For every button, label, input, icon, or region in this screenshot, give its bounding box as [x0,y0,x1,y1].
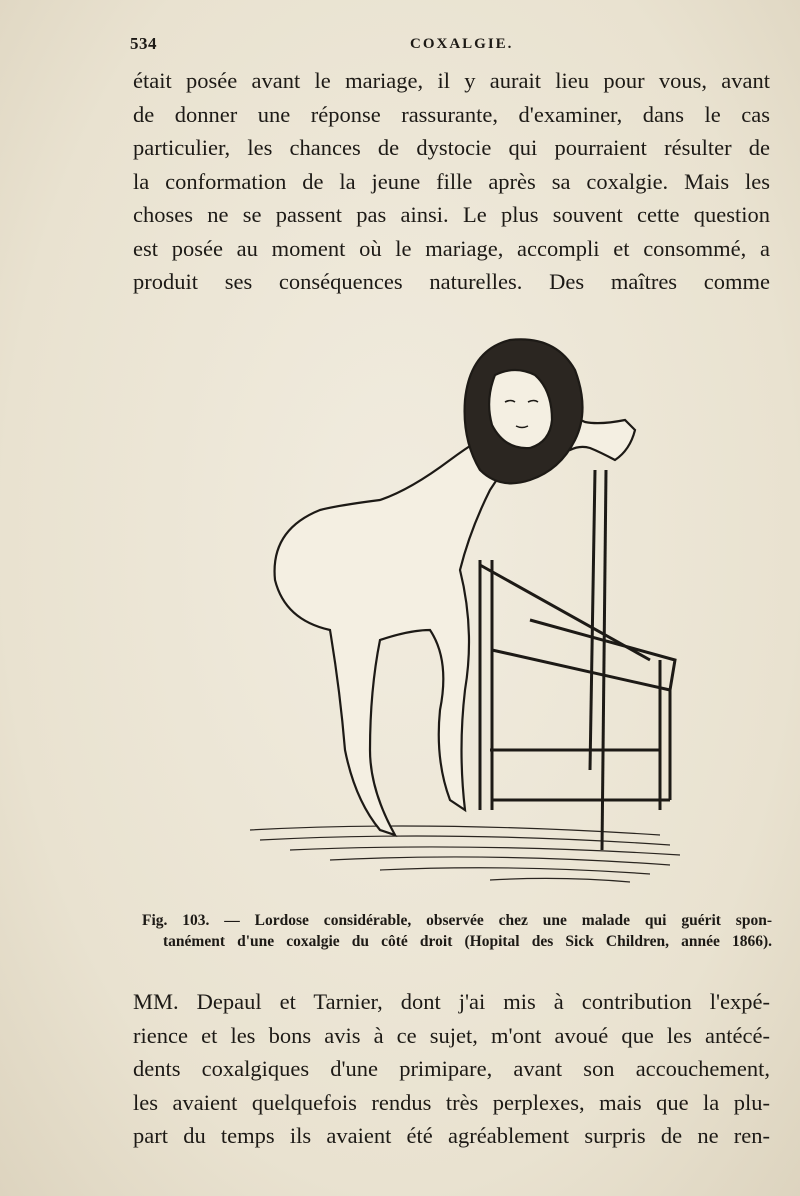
text-line: est posée au moment où le mariage, accompli et consommé, a [133,235,770,261]
text-line: était posée avant le mariage, il y aurait lieu pour vous, avant [133,68,770,93]
text-line: rience et les bons avis à ce sujet, m'ont avoué que les antécé- [133,1022,770,1048]
text-line: particulier, les chances de dystocie qui pourraient résulter de [133,135,770,160]
floor-hatching [250,826,680,882]
girl-figure [275,339,635,835]
text-line: choses ne se passent pas ainsi. Le plus souvent cette question [133,202,770,227]
text-line: les avaient quelquefois rendus très perplexes, mais que la plu- [133,1089,770,1115]
paragraph-bottom [133,985,770,1153]
text-line: la conformation de la jeune fille après sa coxalgie. Mais les [133,168,770,194]
page-number: 534 [130,34,157,53]
figure-caption [142,910,772,952]
text-line: produit ses conséquences naturelles. Des maîtres comme [133,269,770,294]
caption-line: Fig. 103. — Lordose considérable, observée chez une malade qui guérit spon- [142,912,772,929]
running-header [130,34,770,58]
figure-illustration [230,330,790,900]
text-line: MM. Depaul et Tarnier, dont j'ai mis à contribution l'expé- [133,989,770,1014]
chair [480,470,675,850]
caption-line: tanément d'une coxalgie du côté droit (Hopital des Sick Children, année 1866). [163,933,772,950]
running-title: COXALGIE. [410,36,514,52]
paragraph-top [133,64,770,299]
text-line: part du temps ils avaient été agréablement surpris de ne ren- [133,1123,770,1148]
text-line: de donner une réponse rassurante, d'examiner, dans le cas [133,101,770,127]
text-line: dents coxalgiques d'une primipare, avant son accouchement, [133,1056,770,1081]
